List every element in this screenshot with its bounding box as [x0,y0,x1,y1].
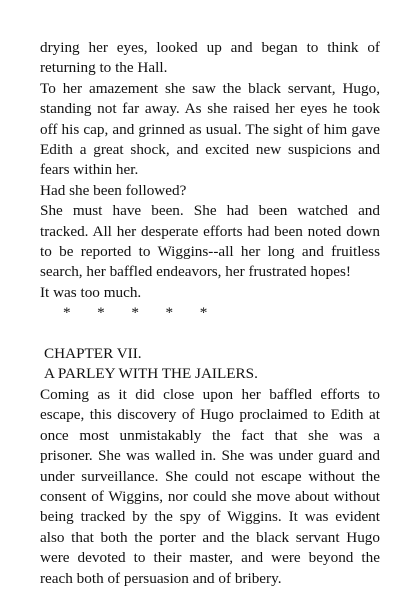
chapter-number: CHAPTER VII. [44,345,142,363]
blank-line [40,324,380,344]
paragraph-too-much: It was too much. [40,283,142,301]
paragraph-watched-tracked: She must have been. She had been watched and tracked. All her desperate efforts had been noted down to be reported to Wiggins--all her long and fruitless search, her baffled endeavors, her frustrated hopes! [40,202,380,281]
paragraph-hugo-appears: To her amazement she saw the black servant, Hugo, standing not far away. As she raised her eyes he took off his cap, and grinned as usual. The sight of him gave Edith a great shock, and excited new suspicions and fears within her. [40,79,380,179]
paragraph-followed-question: Had she been followed? [40,181,187,199]
paragraph-prisoner: Coming as it did close upon her baffled efforts to escape, this discovery of Hugo proclaimed to Edith at once most unmistakably the fact that she was a prisoner. She was walled in. She was under guard and under surveillance. She could not escape without the consent of Wiggins, nor could she move about without being tracked by the spy of Wiggins. It was evident also that both the porter and the black servant Hugo were devoted to their master, and were beyond the reach both of persuasion and of bribery. [40,385,380,587]
book-page [40,38,380,589]
paragraph-drying-eyes: drying her eyes, looked up and began to think of returning to the Hall. [40,39,380,77]
chapter-title: A PARLEY WITH THE JAILERS. [44,365,258,383]
section-separator: * * * * * [63,304,208,322]
